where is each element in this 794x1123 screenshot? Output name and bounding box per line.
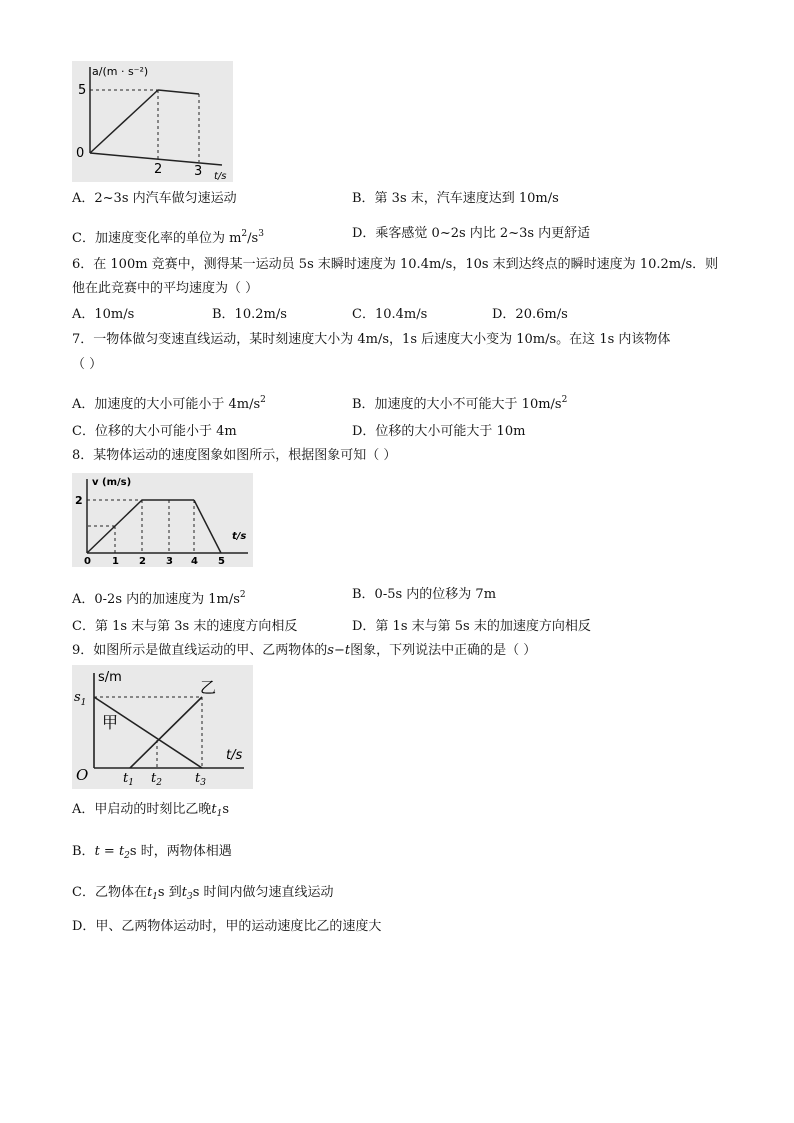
x-axis-label: t/s <box>214 171 227 182</box>
x-tick-3: 3 <box>194 164 203 179</box>
q7-stem-line2: （ ） <box>72 357 103 372</box>
graph-line-flat <box>158 90 199 94</box>
q5-option-c-sup2: 3 <box>258 229 264 239</box>
x-tick-2: 2 <box>154 162 163 177</box>
q6-option-d: D．20.6m/s <box>492 307 568 322</box>
q7-stem-line1: 7．一物体做匀变速直线运动，某时刻速度大小为 4m/s，1s 后速度大小变为 10m/s。在这 1s 内该物体 <box>72 332 671 347</box>
q7-option-a <box>72 391 266 414</box>
q6-option-b: B．10.2m/s <box>212 307 287 322</box>
q6-stem-line1: 6．在 100m 竞赛中，测得某一运动员 5s 末瞬时速度为 10.4m/s，10s 末到达终点的瞬时速度为 10.2m/s．则 <box>72 257 719 272</box>
t1-label: $t_1$ <box>123 771 134 788</box>
x-tick-5: 5 <box>218 556 225 567</box>
q9-option-b-sub: 2 <box>124 851 130 861</box>
q9-stem-math: s−t <box>327 643 351 658</box>
q9-option-a-suffix: s <box>222 802 230 817</box>
q8-option-a <box>72 586 246 609</box>
q6-option-a: A．10m/s <box>72 307 135 322</box>
q8-option-a-sup: 2 <box>239 590 246 600</box>
t3-label: $t_3$ <box>195 771 206 788</box>
q9-option-a <box>72 801 229 823</box>
q9-option-d: D．甲、乙两物体运动时，甲的运动速度比乙的速度大 <box>72 919 382 934</box>
q5-option-b: B．第 3s 末，汽车速度达到 10m/s <box>352 191 559 206</box>
y-axis-label: a/(m · s⁻²) <box>92 65 149 78</box>
q8-option-b: B．0-5s 内的位移为 7m <box>352 587 497 602</box>
x-tick-2: 2 <box>139 556 146 567</box>
yi-label: 乙 <box>200 678 217 697</box>
q8-option-d: D．第 1s 末与第 5s 末的加速度方向相反 <box>352 619 591 634</box>
velocity-time-graph <box>72 473 253 567</box>
x-tick-1: 1 <box>112 556 119 567</box>
q9-option-a-sub: 1 <box>216 809 223 819</box>
jia-label: 甲 <box>102 713 119 732</box>
q7-option-b-sup: 2 <box>561 395 568 405</box>
q7-option-a-text: A．加速度的大小可能小于 4m/s <box>72 397 261 412</box>
q6-stem-line2: 他在此竞赛中的平均速度为（ ） <box>72 281 259 296</box>
x-axis-label: t/s <box>232 531 247 542</box>
q9-option-c-suffix: s 时间内做匀速直线运动 <box>192 885 334 900</box>
graph-line-fall <box>194 500 221 553</box>
q7-option-c: C．位移的大小可能小于 4m <box>72 424 237 439</box>
y-tick-5: 5 <box>78 83 87 98</box>
q9-option-a-var: t <box>211 802 217 817</box>
q9-stem-prefix: 9．如图所示是做直线运动的甲、乙两物体的 <box>72 643 328 658</box>
q9-option-c-var1: t <box>146 885 153 900</box>
q9-option-b-suffix: s 时，两物体相遇 <box>129 844 232 859</box>
q9-stem <box>72 642 536 660</box>
x-tick-4: 4 <box>191 556 198 567</box>
x-axis-label: t/s <box>226 748 243 763</box>
q9-option-c <box>72 884 334 906</box>
q8-stem: 8．某物体运动的速度图象如图所示，根据图象可知（ ） <box>72 448 397 463</box>
q9-option-b-prefix: B． <box>72 844 95 859</box>
y-axis-label: v (m/s) <box>92 477 132 488</box>
q5-option-c <box>72 225 264 248</box>
q9-option-c-mid: s 到 <box>157 885 182 900</box>
q8-option-a-text: A．0-2s 内的加速度为 1m/s <box>72 592 240 607</box>
q9-option-a-text: A．甲启动的时刻比乙晚 <box>72 802 212 817</box>
q5-option-c-text: C．加速度变化率的单位为 m <box>72 231 242 246</box>
q9-stem-suffix: 图象，下列说法中正确的是（ ） <box>350 643 537 658</box>
origin-label: O <box>76 766 89 784</box>
s1-label: $s_1$ <box>74 690 87 708</box>
acceleration-time-graph <box>72 61 233 182</box>
y-tick-2: 2 <box>75 494 83 507</box>
q7-option-d: D．位移的大小可能大于 10m <box>352 424 526 439</box>
displacement-time-graph <box>72 665 253 789</box>
q5-option-c-mid: /s <box>247 231 259 246</box>
q9-option-c-sub1: 1 <box>152 892 158 902</box>
q7-option-b <box>352 391 567 414</box>
q7-option-a-sup: 2 <box>260 395 266 405</box>
figure-acceleration-time <box>72 61 233 182</box>
q9-option-b <box>72 843 232 865</box>
figure-displacement-time <box>72 665 253 789</box>
q9-option-c-var2: t <box>181 885 187 900</box>
q9-option-c-prefix: C．乙物体在 <box>72 885 147 900</box>
line-yi <box>130 697 202 768</box>
t2-label: $t_2$ <box>151 771 162 788</box>
q8-option-c: C．第 1s 末与第 3s 末的速度方向相反 <box>72 619 298 634</box>
graph-line-rise <box>90 90 158 153</box>
q5-option-d: D．乘客感觉 0~2s 内比 2~3s 内更舒适 <box>352 226 591 241</box>
q5-option-c-sup1: 2 <box>241 229 248 239</box>
y-axis-label: s/m <box>98 670 122 685</box>
x-tick-3: 3 <box>166 556 173 567</box>
line-jia <box>94 697 202 768</box>
q9-option-b-math: t = t <box>94 844 125 859</box>
q9-option-c-sub2: 3 <box>186 892 193 902</box>
q5-option-a: A．2~3s 内汽车做匀速运动 <box>72 191 237 206</box>
x-tick-0: 0 <box>84 556 91 567</box>
figure-velocity-time <box>72 473 253 567</box>
origin-label: 0 <box>76 146 85 161</box>
q7-option-b-text: B．加速度的大小不可能大于 10m/s <box>352 397 562 412</box>
q6-option-c: C．10.4m/s <box>352 307 428 322</box>
